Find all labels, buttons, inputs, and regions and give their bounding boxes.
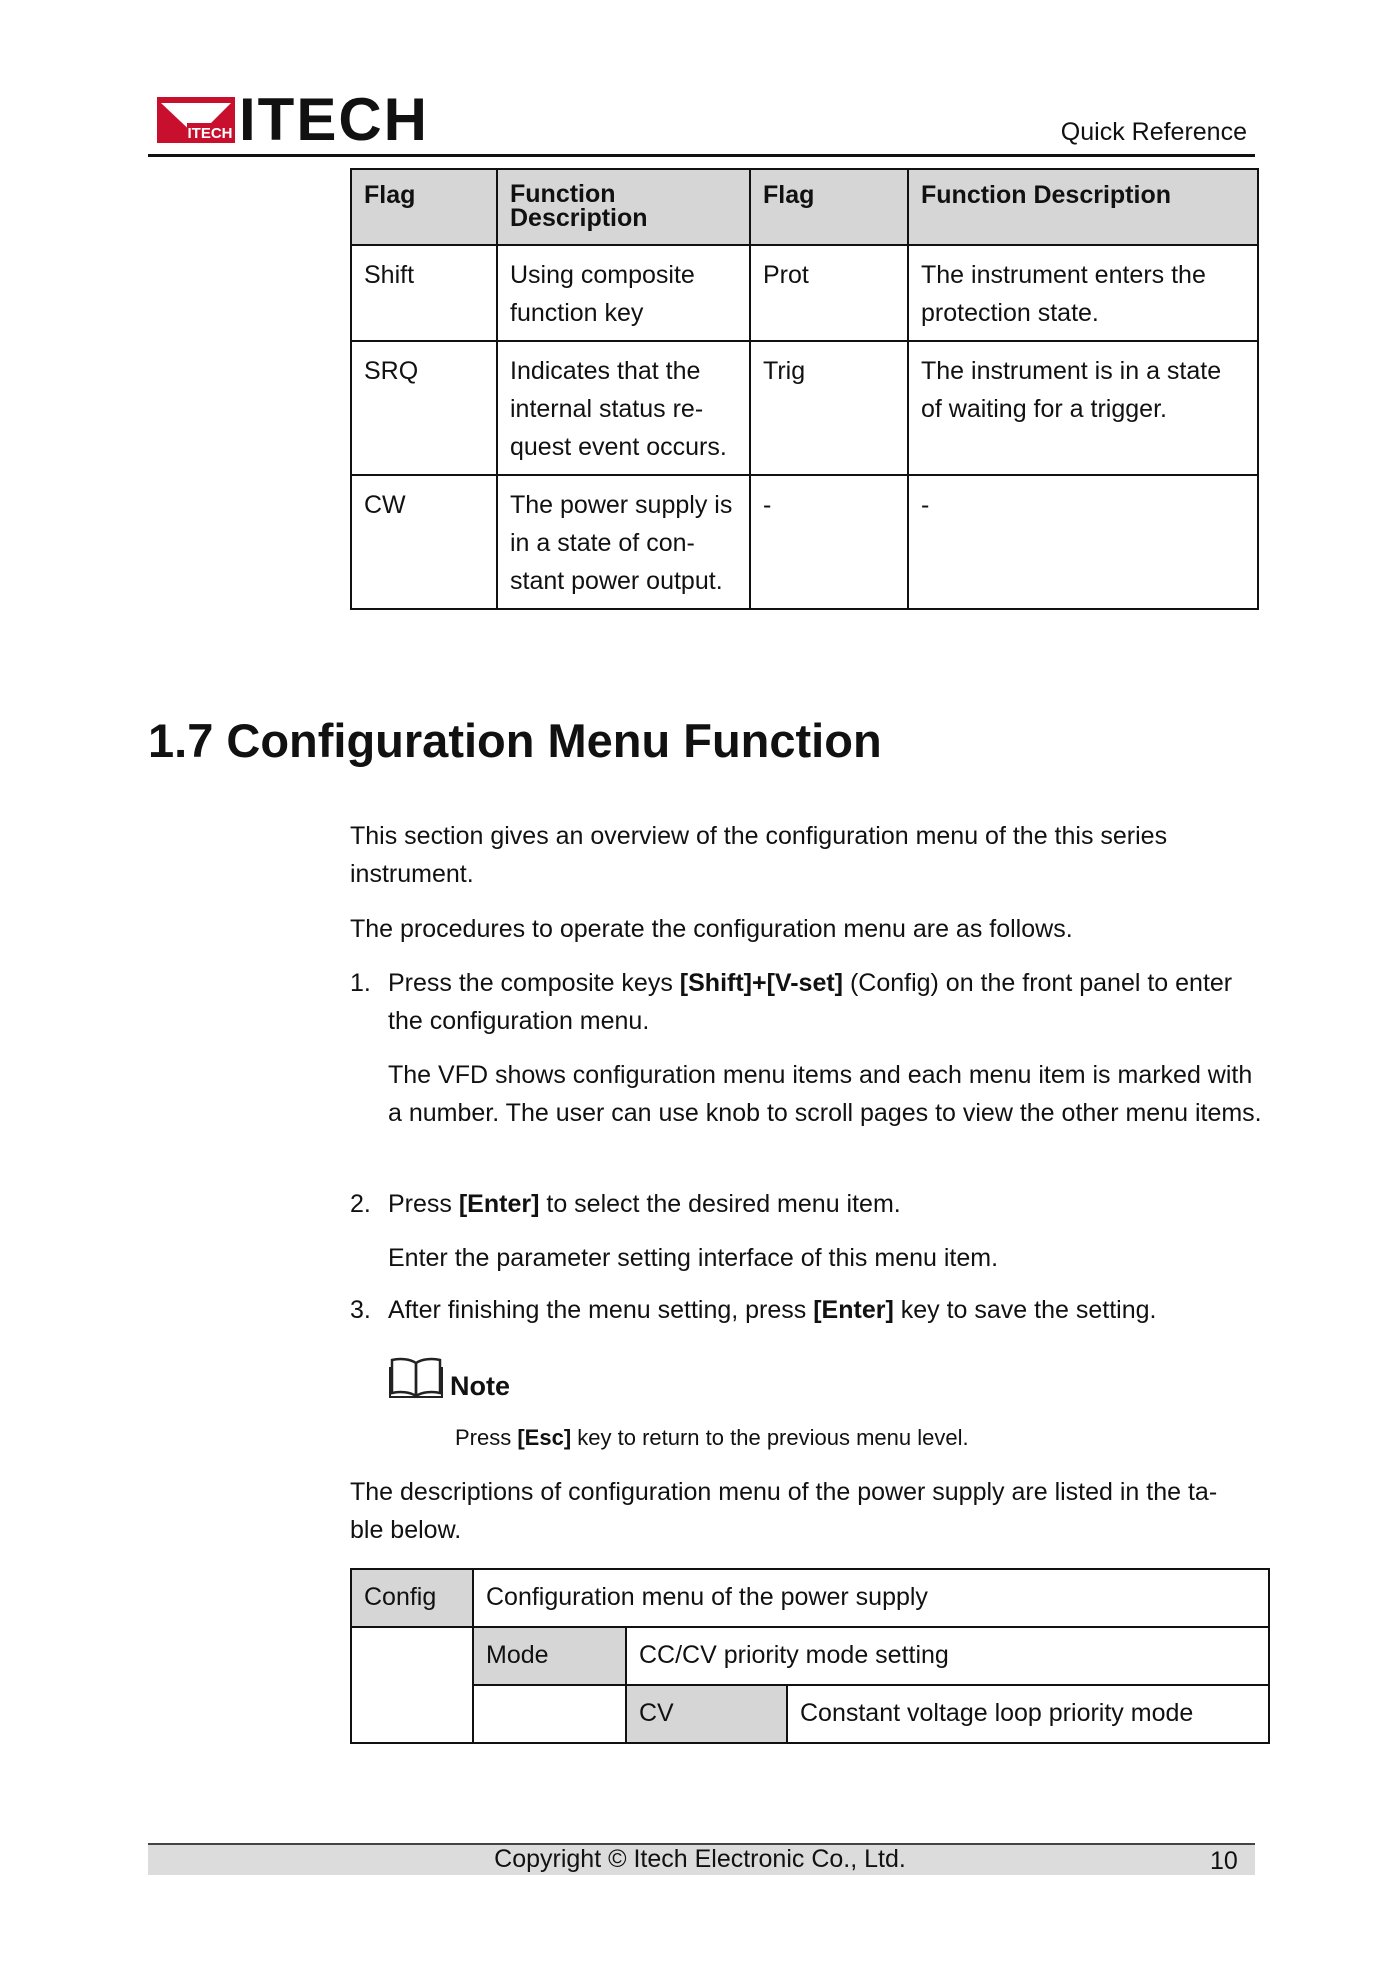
step-detail: Enter the parameter setting interface of this menu item.	[388, 1244, 999, 1272]
config-menu-table	[350, 1568, 1270, 1744]
table-header-cell: Flag	[351, 169, 497, 245]
step-text-post: (Config) on the front panel to enter the configuration menu.	[388, 969, 1233, 1035]
table-cell: CC/CV priority mode setting	[626, 1627, 1269, 1685]
step-detail: The VFD shows configuration menu items and each menu item is marked with a number. The user can use knob to scroll pages to view the other menu items.	[388, 1061, 1262, 1127]
table-row	[351, 1569, 1269, 1627]
note-text	[455, 1422, 969, 1454]
procedure-intro: The procedures to operate the configuration menu are as follows.	[350, 915, 1073, 943]
step-number: 2.	[350, 1190, 371, 1218]
table-row	[351, 245, 1258, 341]
table-cell: Using composite function key	[497, 245, 750, 341]
step-number: 1.	[350, 969, 371, 997]
table-intro: The descriptions of configuration menu of the power supply are listed in the ta-ble below.	[350, 1478, 1218, 1544]
table-cell: Indicates that the internal status re-quest event occurs.	[497, 341, 750, 475]
logo-mark-text: ITECH	[187, 125, 233, 142]
table-cell: Trig	[750, 341, 908, 475]
page-number: 10	[1210, 1847, 1238, 1875]
header-section-label: Quick Reference	[1060, 118, 1247, 146]
table-cell: CV	[626, 1685, 787, 1743]
logo-wordmark: ITECH	[239, 86, 429, 153]
table-cell: Prot	[750, 245, 908, 341]
table-row	[351, 1685, 1269, 1743]
table-cell: The power supply is in a state of con-stant power output.	[497, 475, 750, 609]
step-text-post: to select the desired menu item.	[539, 1190, 901, 1218]
table-cell: Constant voltage loop priority mode	[787, 1685, 1269, 1743]
step-text-pre: After finishing the menu setting, press	[388, 1296, 814, 1324]
table-row	[351, 475, 1258, 609]
table-cell: SRQ	[351, 341, 497, 475]
key-label: [Shift]+[V-set]	[679, 969, 843, 997]
step-text-post: key to save the setting.	[893, 1296, 1157, 1324]
step-number: 3.	[350, 1296, 371, 1324]
table-header-cell: Flag	[750, 169, 908, 245]
intro-paragraph: This section gives an overview of the configuration menu of the this series instrument.	[350, 822, 1168, 888]
note-text-post: key to return to the previous menu level.	[571, 1425, 969, 1450]
key-label: [Esc]	[517, 1425, 572, 1450]
table-cell: The instrument enters the protection state.	[908, 245, 1258, 341]
step-text	[388, 1291, 1268, 1329]
table-header-row	[351, 169, 1258, 245]
table-row	[351, 1627, 1269, 1685]
key-label: [Enter]	[458, 1190, 540, 1218]
section-heading: 1.7 Configuration Menu Function	[148, 714, 882, 767]
table-cell	[351, 1627, 473, 1743]
table-cell: Mode	[473, 1627, 626, 1685]
note-text-pre: Press	[455, 1425, 518, 1450]
header-divider	[148, 154, 1255, 157]
step-text	[388, 964, 1268, 1040]
table-cell: Shift	[351, 245, 497, 341]
book-icon	[388, 1355, 444, 1399]
table-header-cell: Function Description	[497, 169, 750, 245]
footer-copyright: Copyright © Itech Electronic Co., Ltd.	[494, 1845, 906, 1873]
table-row	[351, 341, 1258, 475]
table-header-cell: Function Description	[908, 169, 1258, 245]
step-text	[388, 1185, 1268, 1223]
table-cell: -	[908, 475, 1258, 609]
table-cell	[473, 1685, 626, 1743]
itech-logo-mark	[157, 97, 235, 143]
step-text-pre: Press the composite keys	[388, 969, 680, 997]
table-cell: Config	[351, 1569, 473, 1627]
note-label: Note	[450, 1371, 510, 1401]
itech-logo	[157, 86, 433, 153]
status-flag-table	[350, 168, 1259, 610]
table-cell: CW	[351, 475, 497, 609]
table-cell: The instrument is in a state of waiting for a trigger.	[908, 341, 1258, 475]
key-label: [Enter]	[813, 1296, 894, 1324]
step-text-pre: Press	[388, 1190, 459, 1218]
table-cell: -	[750, 475, 908, 609]
table-cell: Configuration menu of the power supply	[473, 1569, 1269, 1627]
